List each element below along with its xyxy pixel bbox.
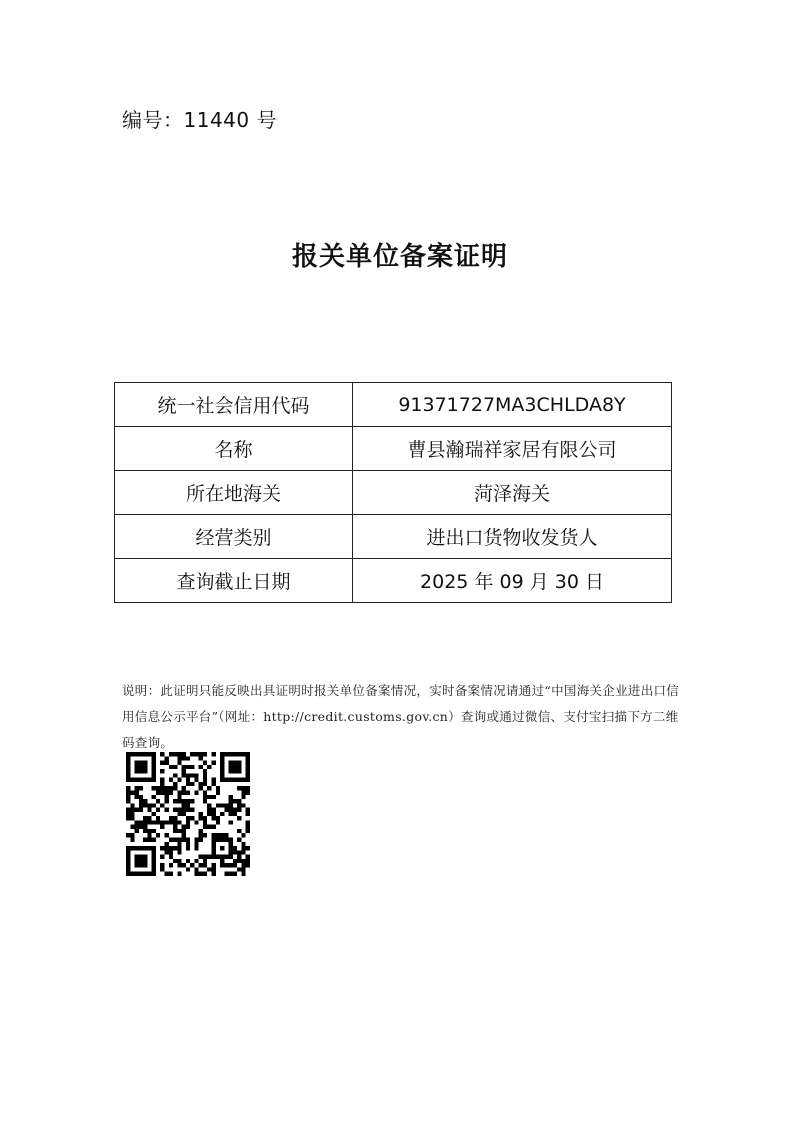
table-row xyxy=(115,427,672,471)
page-title: 报关单位备案证明 xyxy=(291,242,508,272)
row-label: 统一社会信用代码 xyxy=(115,383,353,427)
qr-code-icon[interactable] xyxy=(126,752,250,876)
table-row xyxy=(115,383,672,427)
row-label: 经营类别 xyxy=(115,515,353,559)
row-label: 查询截止日期 xyxy=(115,559,353,603)
row-value: 进出口货物收发货人 xyxy=(353,515,672,559)
table-row xyxy=(115,471,672,515)
info-table xyxy=(114,382,672,603)
row-label: 所在地海关 xyxy=(115,471,353,515)
row-value: 菏泽海关 xyxy=(353,471,672,515)
row-label: 名称 xyxy=(115,427,353,471)
row-value: 91371727MA3CHLDA8Y xyxy=(353,383,672,427)
row-value: 2025 年 09 月 30 日 xyxy=(353,559,672,603)
table-row xyxy=(115,559,672,603)
serial-number: 编号：11440 号 xyxy=(122,108,277,132)
table-row xyxy=(115,515,672,559)
row-value: 曹县瀚瑞祥家居有限公司 xyxy=(353,427,672,471)
explanation-note: 说明：此证明只能反映出具证明时报关单位备案情况，实时备案情况请通过“中国海关企业进出口信用信息公示平台”（网址：http://credit.customs.gov.cn）查询或通过微信、支付宝扫描下方二维码查询。 xyxy=(122,683,680,750)
